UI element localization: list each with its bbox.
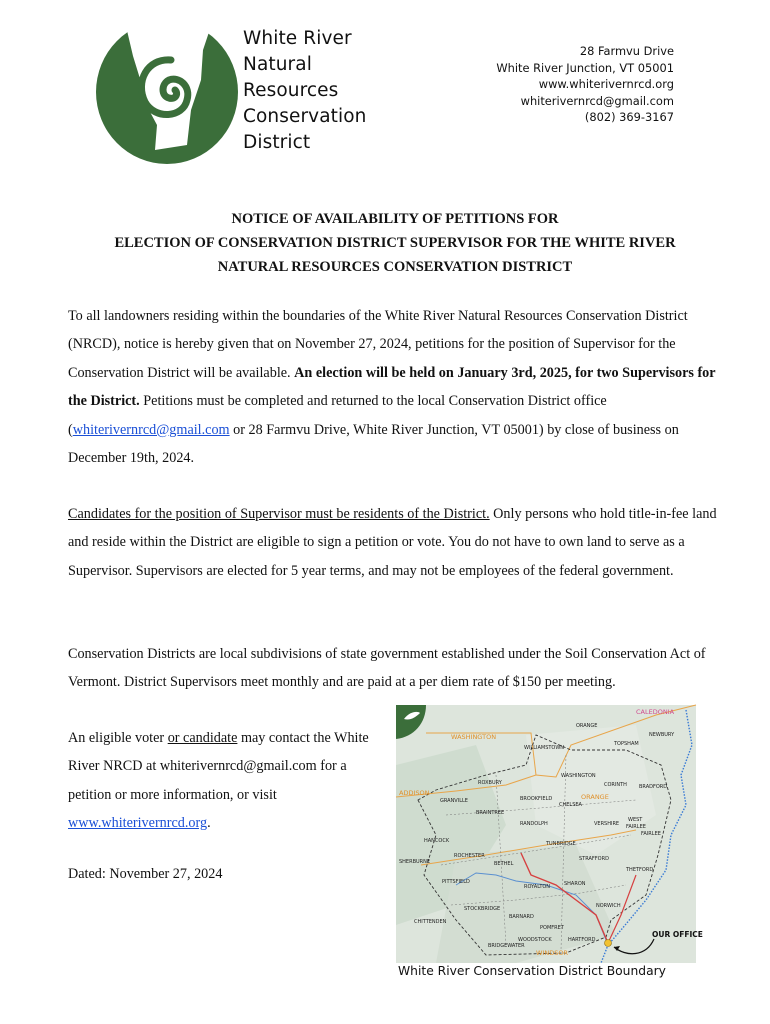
svg-text:BROOKFIELD: BROOKFIELD xyxy=(520,796,553,802)
svg-text:STRAFFORD: STRAFFORD xyxy=(579,856,609,862)
svg-text:ADDISON: ADDISON xyxy=(399,789,430,797)
org-name-line: Conservation xyxy=(243,106,367,127)
svg-text:WOODSTOCK: WOODSTOCK xyxy=(518,937,552,943)
svg-text:SHERBURNE: SHERBURNE xyxy=(399,859,431,865)
svg-text:WINDSOR: WINDSOR xyxy=(536,949,568,957)
org-name-line: District xyxy=(243,132,311,153)
svg-text:CORINTH: CORINTH xyxy=(604,782,627,788)
address-line-1: 28 Farmvu Drive xyxy=(579,44,674,58)
svg-text:WASHINGTON: WASHINGTON xyxy=(561,773,596,779)
p1-text: To all landowners residing within the boundaries of the White River Natural Resources Conservation District (NRCD), notice is hereby given that on November 27, 2024, petitions for the position of Supervisor for the Conservation District will be available. xyxy=(68,308,688,381)
district-logo xyxy=(95,10,240,170)
svg-text:HANCOCK: HANCOCK xyxy=(424,838,450,844)
notice-title xyxy=(40,207,750,279)
p2-text: Only persons who hold title-in-fee land and reside within the District are eligible to sign a petition or vote. You do not have to own land to serve as a Supervisor. Supervisors are elected for 5 year terms, and may not be employees of the federal government. xyxy=(68,506,717,579)
svg-text:TOPSHAM: TOPSHAM xyxy=(614,741,639,747)
svg-text:CHELSEA: CHELSEA xyxy=(559,802,582,808)
svg-text:WASHINGTON: WASHINGTON xyxy=(451,733,497,741)
email-link[interactable]: whiterivernrcd@gmail.com xyxy=(72,421,230,438)
svg-text:TUNBRIDGE: TUNBRIDGE xyxy=(546,841,576,847)
svg-text:ROXBURY: ROXBURY xyxy=(478,780,502,786)
org-name-line: Resources xyxy=(243,80,339,101)
svg-text:POMFRET: POMFRET xyxy=(540,925,564,931)
svg-text:HARTFORD: HARTFORD xyxy=(568,937,596,943)
svg-text:ROYALTON: ROYALTON xyxy=(524,884,551,890)
svg-text:BARNARD: BARNARD xyxy=(509,914,534,920)
svg-text:GRANVILLE: GRANVILLE xyxy=(440,798,468,804)
org-name-line: White River xyxy=(243,28,352,49)
p1-text: Petitions must be completed and returned to the local Conservation District office ( xyxy=(68,393,607,438)
org-name-line: Natural xyxy=(243,54,312,75)
svg-text:BRIDGEWATER: BRIDGEWATER xyxy=(488,943,525,949)
svg-text:CHITTENDEN: CHITTENDEN xyxy=(414,919,447,925)
contact-text: An eligible voter xyxy=(68,730,168,746)
svg-text:CALEDONIA: CALEDONIA xyxy=(636,708,675,716)
svg-text:NORWICH: NORWICH xyxy=(596,903,621,909)
svg-text:RANDOLPH: RANDOLPH xyxy=(520,821,548,827)
svg-text:NEWBURY: NEWBURY xyxy=(649,732,675,738)
contact-block xyxy=(496,43,674,126)
contact-paragraph xyxy=(68,724,388,838)
svg-text:STOCKBRIDGE: STOCKBRIDGE xyxy=(464,906,501,912)
notice-paragraph-2 xyxy=(68,500,728,585)
svg-text:BETHEL: BETHEL xyxy=(494,861,514,867)
title-line: ELECTION OF CONSERVATION DISTRICT SUPERVISOR FOR THE WHITE RIVER xyxy=(114,235,676,251)
svg-text:VERSHIRE: VERSHIRE xyxy=(594,821,620,827)
phone-text: (802) 369-3167 xyxy=(584,110,674,124)
p1-text: or 28 Farmvu Drive, White River Junction, VT 05001) by close of business on December 19th, 2024. xyxy=(68,421,679,467)
org-name xyxy=(243,26,367,156)
contact-text: . xyxy=(207,815,211,832)
election-date-bold: An election will be held on January 3rd, 2025, for two Supervisors for the District. xyxy=(68,364,716,410)
email-text: whiterivernrcd@gmail.com xyxy=(520,93,674,108)
district-map xyxy=(396,705,703,963)
notice-paragraph-3 xyxy=(68,640,728,697)
office-label: OUR OFFICE xyxy=(652,930,703,939)
svg-text:BRAINTREE: BRAINTREE xyxy=(476,810,505,816)
candidate-underlined: or candidate xyxy=(167,730,238,746)
svg-text:FAIRLEE: FAIRLEE xyxy=(626,824,646,830)
website-text: www.whiterivernrcd.org xyxy=(538,77,674,91)
map-caption: White River Conservation District Boundary xyxy=(398,964,666,978)
dated-line: Dated: November 27, 2024 xyxy=(68,866,223,882)
svg-text:ORANGE: ORANGE xyxy=(576,723,598,729)
title-line: NATURAL RESOURCES CONSERVATION DISTRICT xyxy=(217,259,573,275)
title-line: NOTICE OF AVAILABILITY OF PETITIONS FOR xyxy=(231,211,559,227)
svg-text:FAIRLEE: FAIRLEE xyxy=(641,831,661,837)
svg-text:WILLIAMSTOWN: WILLIAMSTOWN xyxy=(524,745,565,751)
svg-text:WEST: WEST xyxy=(628,817,643,823)
svg-text:BRADFORD: BRADFORD xyxy=(639,784,668,790)
contact-text: may contact the White River NRCD at whiterivernrcd@gmail.com for a petition or more information, or visit xyxy=(68,730,369,803)
svg-text:ROCHESTER: ROCHESTER xyxy=(454,853,485,859)
svg-text:THETFORD: THETFORD xyxy=(626,867,654,873)
p3-text: Conservation Districts are local subdivisions of state government established under the Soil Conservation Act of Vermont. District Supervisors meet monthly and are paid at a per diem rate of $150 per meeting. xyxy=(68,646,706,691)
website-link[interactable]: www.whiterivernrcd.org xyxy=(68,815,208,832)
svg-text:PITTSFIELD: PITTSFIELD xyxy=(442,879,470,885)
residency-requirement: Candidates for the position of Supervisor must be residents of the District. xyxy=(68,506,490,522)
address-line-2: White River Junction, VT 05001 xyxy=(496,60,674,75)
svg-text:SHARON: SHARON xyxy=(564,881,586,887)
svg-text:ORANGE: ORANGE xyxy=(581,793,609,801)
notice-paragraph-1 xyxy=(68,302,728,472)
